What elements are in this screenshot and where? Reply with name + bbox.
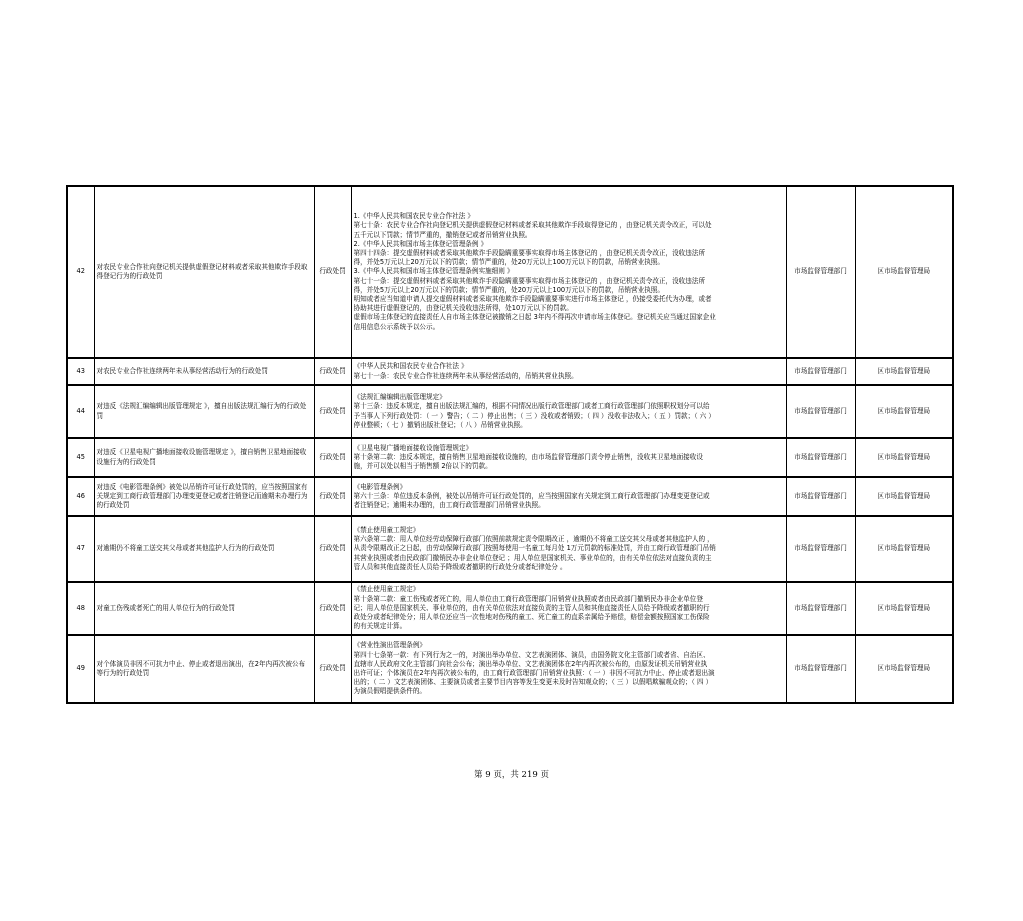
basis-line: 第十条第二款：违反本规定，擅自销售卫星地面接收设施的，由市场监督管理部门责令停止销售，没收其卫星地面接收设: [353, 452, 703, 461]
basis-line: 出的；（ 二 ）文艺表演团体、主要演员或者主要节目内容等发生变更未及时告知观众的；（ 三 ）以假唱欺骗观众的；（ 四 ）: [353, 678, 713, 687]
item-type: 行政处罚: [314, 516, 351, 582]
item-name: 对农民专业合作社向登记机关提供虚假登记材料或者采取其他欺诈手段取得登记行为的行政处罚: [94, 186, 314, 358]
basis-line: 第七十条：农民专业合作社向登记机关提供虚假登记材料或者采取其他欺诈手段取得登记的 ，由登记机关责令改正，可以处: [353, 221, 712, 230]
basis-line: 第四十七条第一款：有下列行为之一的，对演出举办单位、文艺表演团体、演员，由国务院文化主管部门或者省、自治区、: [353, 650, 710, 659]
executing-agency: 区市场监督管理局: [855, 635, 953, 703]
item-name: 对童工伤残或者死亡的用人单位行为的行政处罚: [94, 582, 314, 635]
table-row: [67, 438, 953, 477]
basis-line: 得，并处5万元以上20万元以下的罚款；情节严重的，处20万元以上100万元以下的罚款，吊销营业执照。: [353, 258, 664, 267]
basis-line: 3.《中华人民共和国市场主体登记管理条例实施细则 》: [353, 267, 514, 276]
basis-line: 虚假市场主体登记的直接责任人自市场主体登记被撤销之日起 3年内不得再次申请市场主体登记。登记机关应当通过国家企业: [353, 313, 716, 322]
item-name: 对违反《电影管理条例》被处以吊销许可证行政处罚的，应当按照国家有关规定到工商行政管理部门办理变更登记或者注销登记而逾期未办理行为的行政处罚: [94, 477, 314, 516]
table-row: [67, 477, 953, 516]
basis-line: 第六十三条：单位违反本条例，被处以吊销许可证行政处罚的，应当按照国家有关规定到工商行政管理部门办理变更登记或: [353, 491, 710, 500]
legal-basis: [351, 358, 786, 385]
basis-line: 第六条第二款：用人单位经劳动保障行政部门依照前款规定责令限期改正 ，逾期仍不将童工送交其父母或者其他监护人的 ，: [353, 535, 714, 544]
row-number: 49: [67, 635, 94, 703]
basis-line: 第四十四条：提交虚假材料或者采取其他欺诈手段隐瞒重要事实取得市场主体登记的 ，由登记机关责令改正，没收违法所: [353, 248, 706, 257]
row-number: 47: [67, 516, 94, 582]
responsible-department: 市场监督管理部门: [786, 516, 855, 582]
executing-agency: 区市场监督管理局: [855, 438, 953, 477]
basis-line: 施，并可以处以相当于销售额 2倍以下的罚款。: [353, 462, 492, 471]
row-number: 48: [67, 582, 94, 635]
item-type: 行政处罚: [314, 477, 351, 516]
legal-basis: [351, 438, 786, 477]
legal-basis: [351, 186, 786, 358]
responsible-department: 市场监督管理部门: [786, 358, 855, 385]
executing-agency: 区市场监督管理局: [855, 186, 953, 358]
table-row: [67, 635, 953, 703]
legal-basis: [351, 516, 786, 582]
table-row: [67, 516, 953, 582]
basis-line: 第十条第二款：童工伤残或者死亡的，用人单位由工商行政管理部门吊销营业执照或者由民政部门撤销民办非企业单位登: [353, 594, 703, 603]
basis-line: 《禁止使用童工规定》: [353, 585, 420, 594]
executing-agency: 区市场监督管理局: [855, 477, 953, 516]
table-row: [67, 385, 953, 438]
responsible-department: 市场监督管理部门: [786, 385, 855, 438]
basis-line: 《电影管理条例》: [353, 482, 407, 491]
item-type: 行政处罚: [314, 438, 351, 477]
item-type: 行政处罚: [314, 358, 351, 385]
row-number: 46: [67, 477, 94, 516]
basis-line: 记；用人单位是国家机关、事业单位的，由有关单位依法对直接负责的主管人员和其他直接责任人员给予降级或者撤职的行: [353, 603, 710, 612]
basis-line: 管人员和其他直接责任人员给予降级或者撤职的行政处分或者纪律处分 。: [353, 562, 567, 571]
basis-line: 《卫星电视广播地面接收设施管理规定》: [353, 443, 473, 452]
item-name: 对个体演员非因不可抗力中止、停止或者退出演出，在2年内再次被公布等行为的行政处罚: [94, 635, 314, 703]
basis-line: 明知或者应当知道申请人提交虚假材料或者采取其他欺诈手段隐瞒重要事实进行市场主体登记 ，仍接受委托代为办理，或者: [353, 295, 712, 303]
basis-line: 协助其进行虚假登记的，由登记机关没收违法所得，处10万元以下的罚款。: [353, 304, 573, 313]
basis-line: 信用信息公示系统予以公示。: [353, 322, 440, 331]
basis-line: 停业整顿；（ 七 ）撤销出版社登记；（ 八 ）吊销营业执照。: [353, 420, 527, 429]
basis-line: 直辖市人民政府文化主管部门向社会公布；演出举办单位、文艺表演团体在2年内再次被公布的，由原发证机关吊销营业执: [353, 659, 708, 668]
basis-line: 者注销登记；逾期未办理的，由工商行政管理部门吊销营业执照。: [353, 501, 545, 510]
legal-basis: [351, 477, 786, 516]
basis-line: 五千元以下罚款；情节严重的，撤销登记或者吊销营业执照。: [353, 230, 532, 239]
basis-line: 《禁止使用童工规定》: [353, 525, 420, 534]
basis-line: 第十三条：违反本规定，擅自出版法规汇编的，根据不同情况出版行政管理部门或者工商行政管理部门依照职权划分可以给: [353, 402, 710, 411]
enforcement-table: [66, 185, 954, 704]
row-number: 44: [67, 385, 94, 438]
responsible-department: 市场监督管理部门: [786, 635, 855, 703]
basis-line: 出许可证；个体演员在2年内再次被公布的，由工商行政管理部门吊销营业执照：（ 一 ）非因不可抗力中止、停止或者退出演: [353, 669, 715, 677]
basis-line: 2.《中华人民共和国市场主体登记管理条例 》: [353, 239, 488, 248]
executing-agency: 区市场监督管理局: [855, 516, 953, 582]
row-number: 42: [67, 186, 94, 358]
row-number: 45: [67, 438, 94, 477]
basis-line: 政处分或者纪律处分；用人单位还应当一次性地对伤残的童工、死亡童工的直系亲属给予赔偿，赔偿金额按照国家工伤保险: [353, 613, 710, 622]
item-name: 对逾期仍不将童工送交其父母或者其他监护人行为的行政处罚: [94, 516, 314, 582]
responsible-department: 市场监督管理部门: [786, 186, 855, 358]
item-type: 行政处罚: [314, 582, 351, 635]
legal-basis: [351, 582, 786, 635]
basis-line: 1.《中华人民共和国农民专业合作社法 》: [353, 212, 474, 221]
basis-line: 《营业性演出管理条例》: [353, 641, 427, 650]
legal-basis: [351, 635, 786, 703]
basis-line: 得，并处5万元以上20万元以下的罚款；情节严重的，处20万元以上100万元以下的罚款，吊销营业执照。: [353, 285, 664, 294]
basis-line: 第七十一条：农民专业合作社连续两年未从事经营活动的，吊销其营业执照。: [353, 371, 578, 380]
basis-line: 《法规汇编编辑出版管理规定》: [353, 393, 446, 402]
responsible-department: 市场监督管理部门: [786, 477, 855, 516]
basis-line: 《中华人民共和国农民专业合作社法 》: [353, 362, 468, 371]
page-footer: 第 9 页，共 219 页: [474, 770, 549, 780]
item-name: 对农民专业合作社连续两年未从事经营活动行为的行政处罚: [94, 358, 314, 385]
executing-agency: 区市场监督管理局: [855, 385, 953, 438]
basis-line: 从责令限期改正之日起，由劳动保障行政部门按照每使用一名童工每月处 1万元罚款的标准处罚，并由工商行政管理部门吊销: [353, 544, 716, 553]
executing-agency: 区市场监督管理局: [855, 358, 953, 385]
legal-basis: [351, 385, 786, 438]
item-name: 对违反《卫星电视广播地面接收设施管理规定 》，擅自销售卫星地面接收设施行为的行政处罚: [94, 438, 314, 477]
item-type: 行政处罚: [314, 186, 351, 358]
row-number: 43: [67, 358, 94, 385]
responsible-department: 市场监督管理部门: [786, 582, 855, 635]
item-type: 行政处罚: [314, 635, 351, 703]
responsible-department: 市场监督管理部门: [786, 438, 855, 477]
item-name: 对违反《法规汇编编辑出版管理规定 》，擅自出版法规汇编行为的行政处罚: [94, 385, 314, 438]
basis-line: 为演员假唱提供条件的。: [353, 687, 427, 696]
basis-line: 予当事人下列行政处罚：（ 一 ）警告；（ 二 ）停止出售；（ 三 ）没收或者销毁；（ 四 ）没收非法收入；（ 五 ）罚款；（ 六 ）: [353, 411, 715, 420]
table-row: [67, 186, 953, 358]
basis-line: 其营业执照或者由民政部门撤销民办非企业单位登记 ；用人单位是国家机关、事业单位的，由有关单位依法对直接负责的主: [353, 553, 712, 562]
table-row: [67, 582, 953, 635]
table-row: [67, 358, 953, 385]
executing-agency: 区市场监督管理局: [855, 582, 953, 635]
item-type: 行政处罚: [314, 385, 351, 438]
basis-line: 的有关规定计算。: [353, 622, 407, 631]
basis-line: 第七十一条：提交虚假材料或者采取其他欺诈手段隐瞒重要事实取得市场主体登记的 ，由登记机关责令改正，没收违法所: [353, 276, 706, 285]
